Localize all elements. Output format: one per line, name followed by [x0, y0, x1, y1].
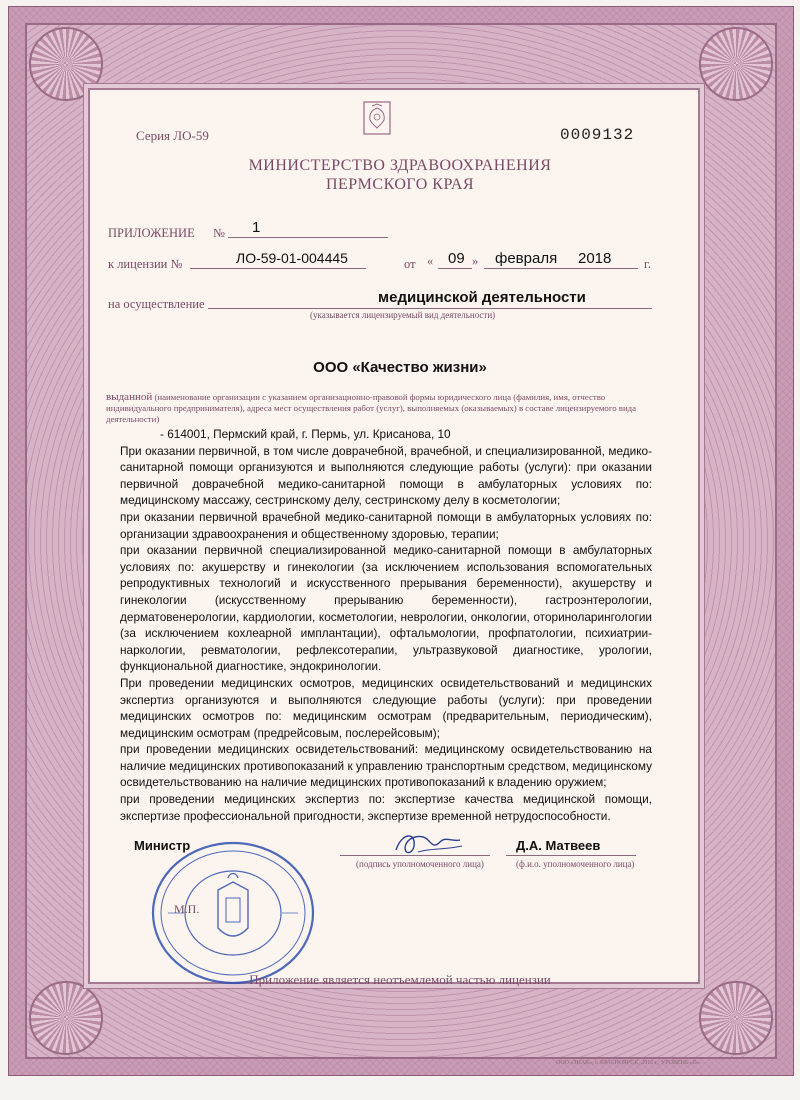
- license-label: к лицензии №: [108, 257, 183, 271]
- signature-caption: (подпись уполномоченного лица): [356, 859, 484, 869]
- name-caption: (ф.и.о. уполномоченного лица): [516, 859, 635, 869]
- activity-value: медицинской деятельности: [378, 289, 586, 306]
- seal-place-label: М.П.: [174, 902, 200, 916]
- form-number: 0009132: [560, 126, 635, 144]
- services-paragraph: при проведении медицинских освидетельствований: медицинскому освидетельствованию на наличие медицинских противопоказаний к управлению транспортным средством, медицинскому освидетельствованию на наличие медицинских противопоказаний к владению оружием;: [120, 742, 652, 790]
- corner-rosette-icon: [699, 27, 773, 101]
- license-number: ЛО-59-01-004445: [236, 250, 348, 266]
- services-paragraph: При оказании первичной, в том числе доврачебной, врачебной, и специализированной, медико-санитарной помощи организуются и выполняются следующие работы (услуги): при оказании первичной доврачебной медико-санитарной помощи в амбулаторных условиях по: медицинскому массажу, сестринскому делу, сестринскому делу в косметологии;: [120, 443, 652, 508]
- issued-caption: [106, 392, 666, 425]
- appendix-number: 1: [252, 219, 261, 236]
- appendix-label: ПРИЛОЖЕНИЕ: [108, 226, 195, 240]
- activity-note: (указывается лицензируемый вид деятельности): [310, 310, 496, 320]
- printer-imprint: ООО «ЗНАК», г. КРАСНОЯРСК, 2016 г., УРОВЕНЬ «В»: [556, 1060, 700, 1066]
- quote-close: »: [472, 254, 479, 268]
- ministry-line-2: ПЕРМСКОГО КРАЯ: [325, 176, 475, 193]
- corner-rosette-icon: [29, 981, 103, 1055]
- footer-statement: Приложение является неотъемлемой частью лицензии: [249, 972, 551, 987]
- address-line: - 614001, Пермский край, г. Пермь, ул. Крисанова, 10: [160, 427, 451, 441]
- organization-name: ООО «Качество жизни»: [313, 359, 487, 376]
- services-list: [120, 426, 652, 824]
- corner-rosette-icon: [699, 981, 773, 1055]
- quote-open: «: [427, 254, 434, 268]
- activity-label: на осуществление: [108, 297, 205, 311]
- year-suffix: г.: [644, 257, 651, 271]
- signatory-position: Министр: [134, 838, 191, 853]
- name-line: [506, 855, 636, 856]
- services-paragraph: при оказании первичной специализированной медико-санитарной помощи в амбулаторных условиях по: акушерству и гинекологии (за исключением использования вспомогательных репродуктивных технологий и искусственного прерывания беременности), акушерству и гинекологии (искусственному прерыванию беременности), гастроэнтерологии, дерматовенерологии, кардиологии, косметологии, неврологии, онкологии, оториноларингологии (за исключением кохлеарной имплантации), офтальмологии, профпатологии, психиатрии-наркологии, ревматологии, рефлексотерапии, ультразвуковой диагностике, урологии, функциональной диагностике, эндокринологии.: [120, 543, 652, 674]
- appendix-number-symbol: №: [213, 226, 225, 240]
- coat-of-arms-emblem-icon: [360, 98, 394, 138]
- license-year: 2018: [578, 250, 612, 267]
- services-paragraph: при оказании первичной врачебной медико-санитарной помощи в амбулаторных условиях по: организации здравоохранения и общественному здоровью, терапии;: [120, 509, 652, 541]
- services-paragraph: при проведении медицинских экспертиз по: экспертизе качества медицинской помощи, экспертизе профессиональной пригодности, экспертизе временной нетрудоспособности.: [120, 792, 652, 823]
- license-month: февраля: [495, 250, 558, 267]
- official-stamp-icon: [148, 838, 318, 988]
- date-from-label: от: [404, 257, 416, 271]
- series-label: Серия ЛО-59: [136, 128, 209, 143]
- issuing-authority: [0, 156, 800, 194]
- services-paragraph: При проведении медицинских осмотров, медицинских освидетельствований и медицинских экспертиз организуются и выполняются следующие работы (услуги): при проведении медицинских осмотров по: медицинским осмотрам (предварительным, периодическим), медицинским осмотрам (предрейсовым, послерейсовым);: [120, 675, 652, 740]
- license-day: 09: [448, 250, 465, 267]
- ministry-line-1: МИНИСТЕРСТВО ЗДРАВООХРАНЕНИЯ: [248, 157, 552, 174]
- issued-word: выданной: [106, 391, 153, 403]
- signatory-name: Д.А. Матвеев: [516, 838, 601, 853]
- handwritten-signature-icon: [388, 826, 468, 862]
- issued-note: (наименование организации с указанием организационно-правовой формы юридического лица (фамилия, имя, отчество индивидуального предпринимателя), адреса мест осуществления работ (услуг), выполняемых (оказываемых) в составе лицензируемого вида деятельности): [106, 392, 637, 424]
